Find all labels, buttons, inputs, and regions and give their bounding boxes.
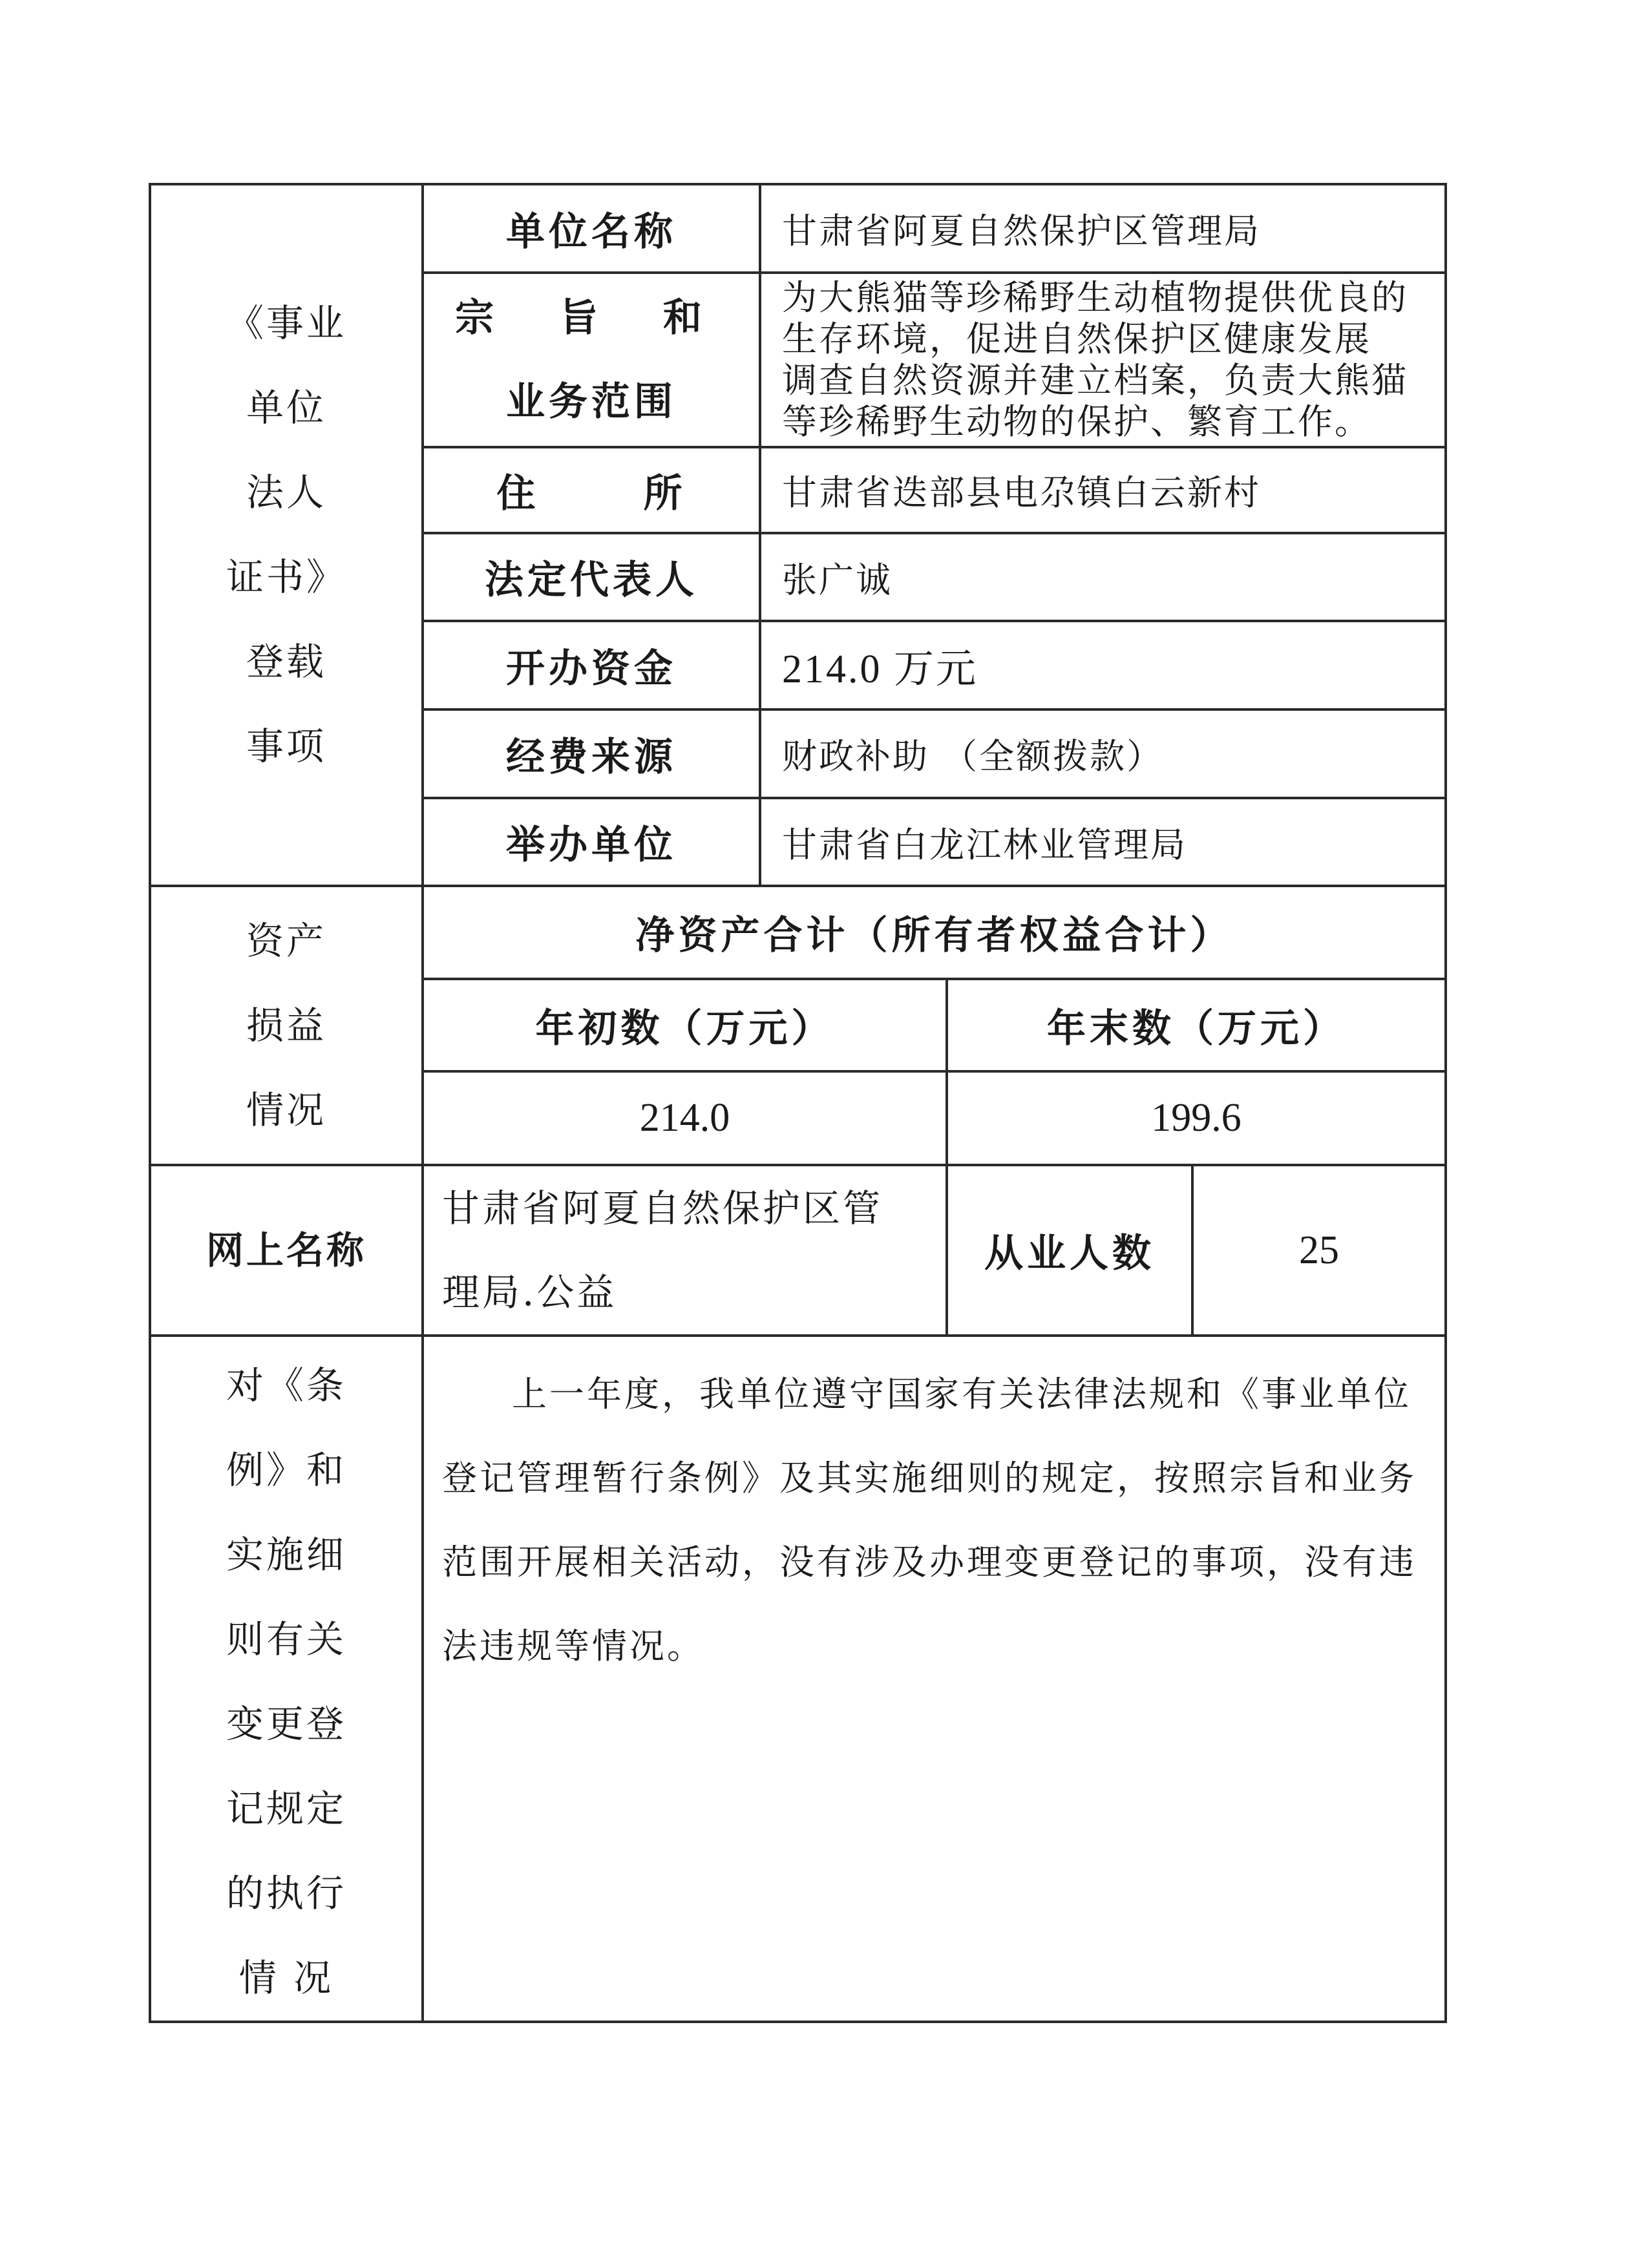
purpose-label-line: 业务范围	[506, 379, 677, 425]
staff-count-value: 25	[1192, 1165, 1446, 1336]
sponsor-label: 举办单位	[423, 798, 760, 886]
side-line: 的执行	[226, 1871, 346, 1915]
compliance-text: 上一年度，我单位遵守国家有关法律法规和《事业单位登记管理暂行条例》及其实施细则的规定，按照宗旨和业务范围开展相关活动，没有涉及办理变更登记的事项，没有违法违规等情况。	[442, 1374, 1417, 1666]
net-assets-header: 净资产合计（所有者权益合计）	[423, 886, 1446, 979]
annual-report-table	[149, 183, 1447, 2023]
sponsor-value: 甘肃省白龙江林业管理局	[760, 798, 1446, 886]
registration-section-label	[150, 184, 423, 886]
purpose-line: 为大熊猫等珍稀野生动植物提供优良的	[782, 277, 1408, 318]
row-online-name	[150, 1165, 1446, 1336]
unit-name-value: 甘肃省阿夏自然保护区管理局	[760, 184, 1446, 273]
side-line: 法人	[246, 470, 326, 514]
address-value: 甘肃省迭部县电尕镇白云新村	[760, 447, 1446, 533]
online-name-line: 理局.公益	[442, 1270, 617, 1314]
side-line: 记规定	[226, 1787, 346, 1831]
compliance-section-label	[150, 1336, 423, 2022]
funds-label: 开办资金	[423, 621, 760, 709]
purpose-label	[423, 273, 760, 447]
legal-rep-label: 法定代表人	[423, 533, 760, 621]
side-line: 对《条	[226, 1363, 346, 1407]
purpose-line: 生存环境，促进自然保护区健康发展	[782, 319, 1371, 359]
online-name-label: 网上名称	[150, 1165, 423, 1336]
staff-count-label: 从业人数	[947, 1165, 1192, 1336]
side-line: 实施细	[226, 1533, 346, 1577]
row-compliance	[150, 1336, 1446, 2022]
purpose-line: 调查自然资源并建立档案，负责大熊猫	[782, 360, 1408, 401]
side-line: 证书》	[226, 555, 346, 599]
online-name-line: 甘肃省阿夏自然保护区管	[442, 1186, 883, 1230]
purpose-value	[760, 273, 1446, 447]
side-line: 例》和	[226, 1448, 346, 1492]
year-end-value: 199.6	[947, 1071, 1446, 1165]
row-unit-name	[150, 184, 1446, 273]
year-start-header: 年初数（万元）	[423, 979, 947, 1071]
funds-value: 214.0 万元	[760, 621, 1446, 709]
assets-section-label	[150, 886, 423, 1165]
side-line: 变更登	[226, 1702, 346, 1746]
legal-rep-value: 张广诚	[760, 533, 1446, 621]
side-line: 情 况	[238, 1956, 334, 2000]
purpose-line: 等珍稀野生动物的保护、繁育工作。	[782, 401, 1371, 442]
online-name-value	[423, 1165, 947, 1336]
compliance-text-cell	[423, 1336, 1446, 2022]
year-start-value: 214.0	[423, 1071, 947, 1165]
purpose-label-line: 宗 旨 和	[455, 295, 728, 341]
fund-source-label: 经费来源	[423, 709, 760, 798]
side-line: 情况	[246, 1087, 326, 1132]
side-line: 登载	[246, 640, 326, 684]
address-label: 住 所	[423, 447, 760, 533]
row-assets-header	[150, 886, 1446, 979]
unit-name-label: 单位名称	[423, 184, 760, 273]
side-line: 《事业	[226, 301, 346, 345]
side-line: 则有关	[226, 1617, 346, 1661]
side-line: 损益	[246, 1003, 326, 1047]
side-line: 事项	[246, 724, 326, 768]
fund-source-value: 财政补助 （全额拨款）	[760, 709, 1446, 798]
side-line: 资产	[246, 918, 326, 963]
side-line: 单位	[246, 386, 326, 430]
year-end-header: 年末数（万元）	[947, 979, 1446, 1071]
